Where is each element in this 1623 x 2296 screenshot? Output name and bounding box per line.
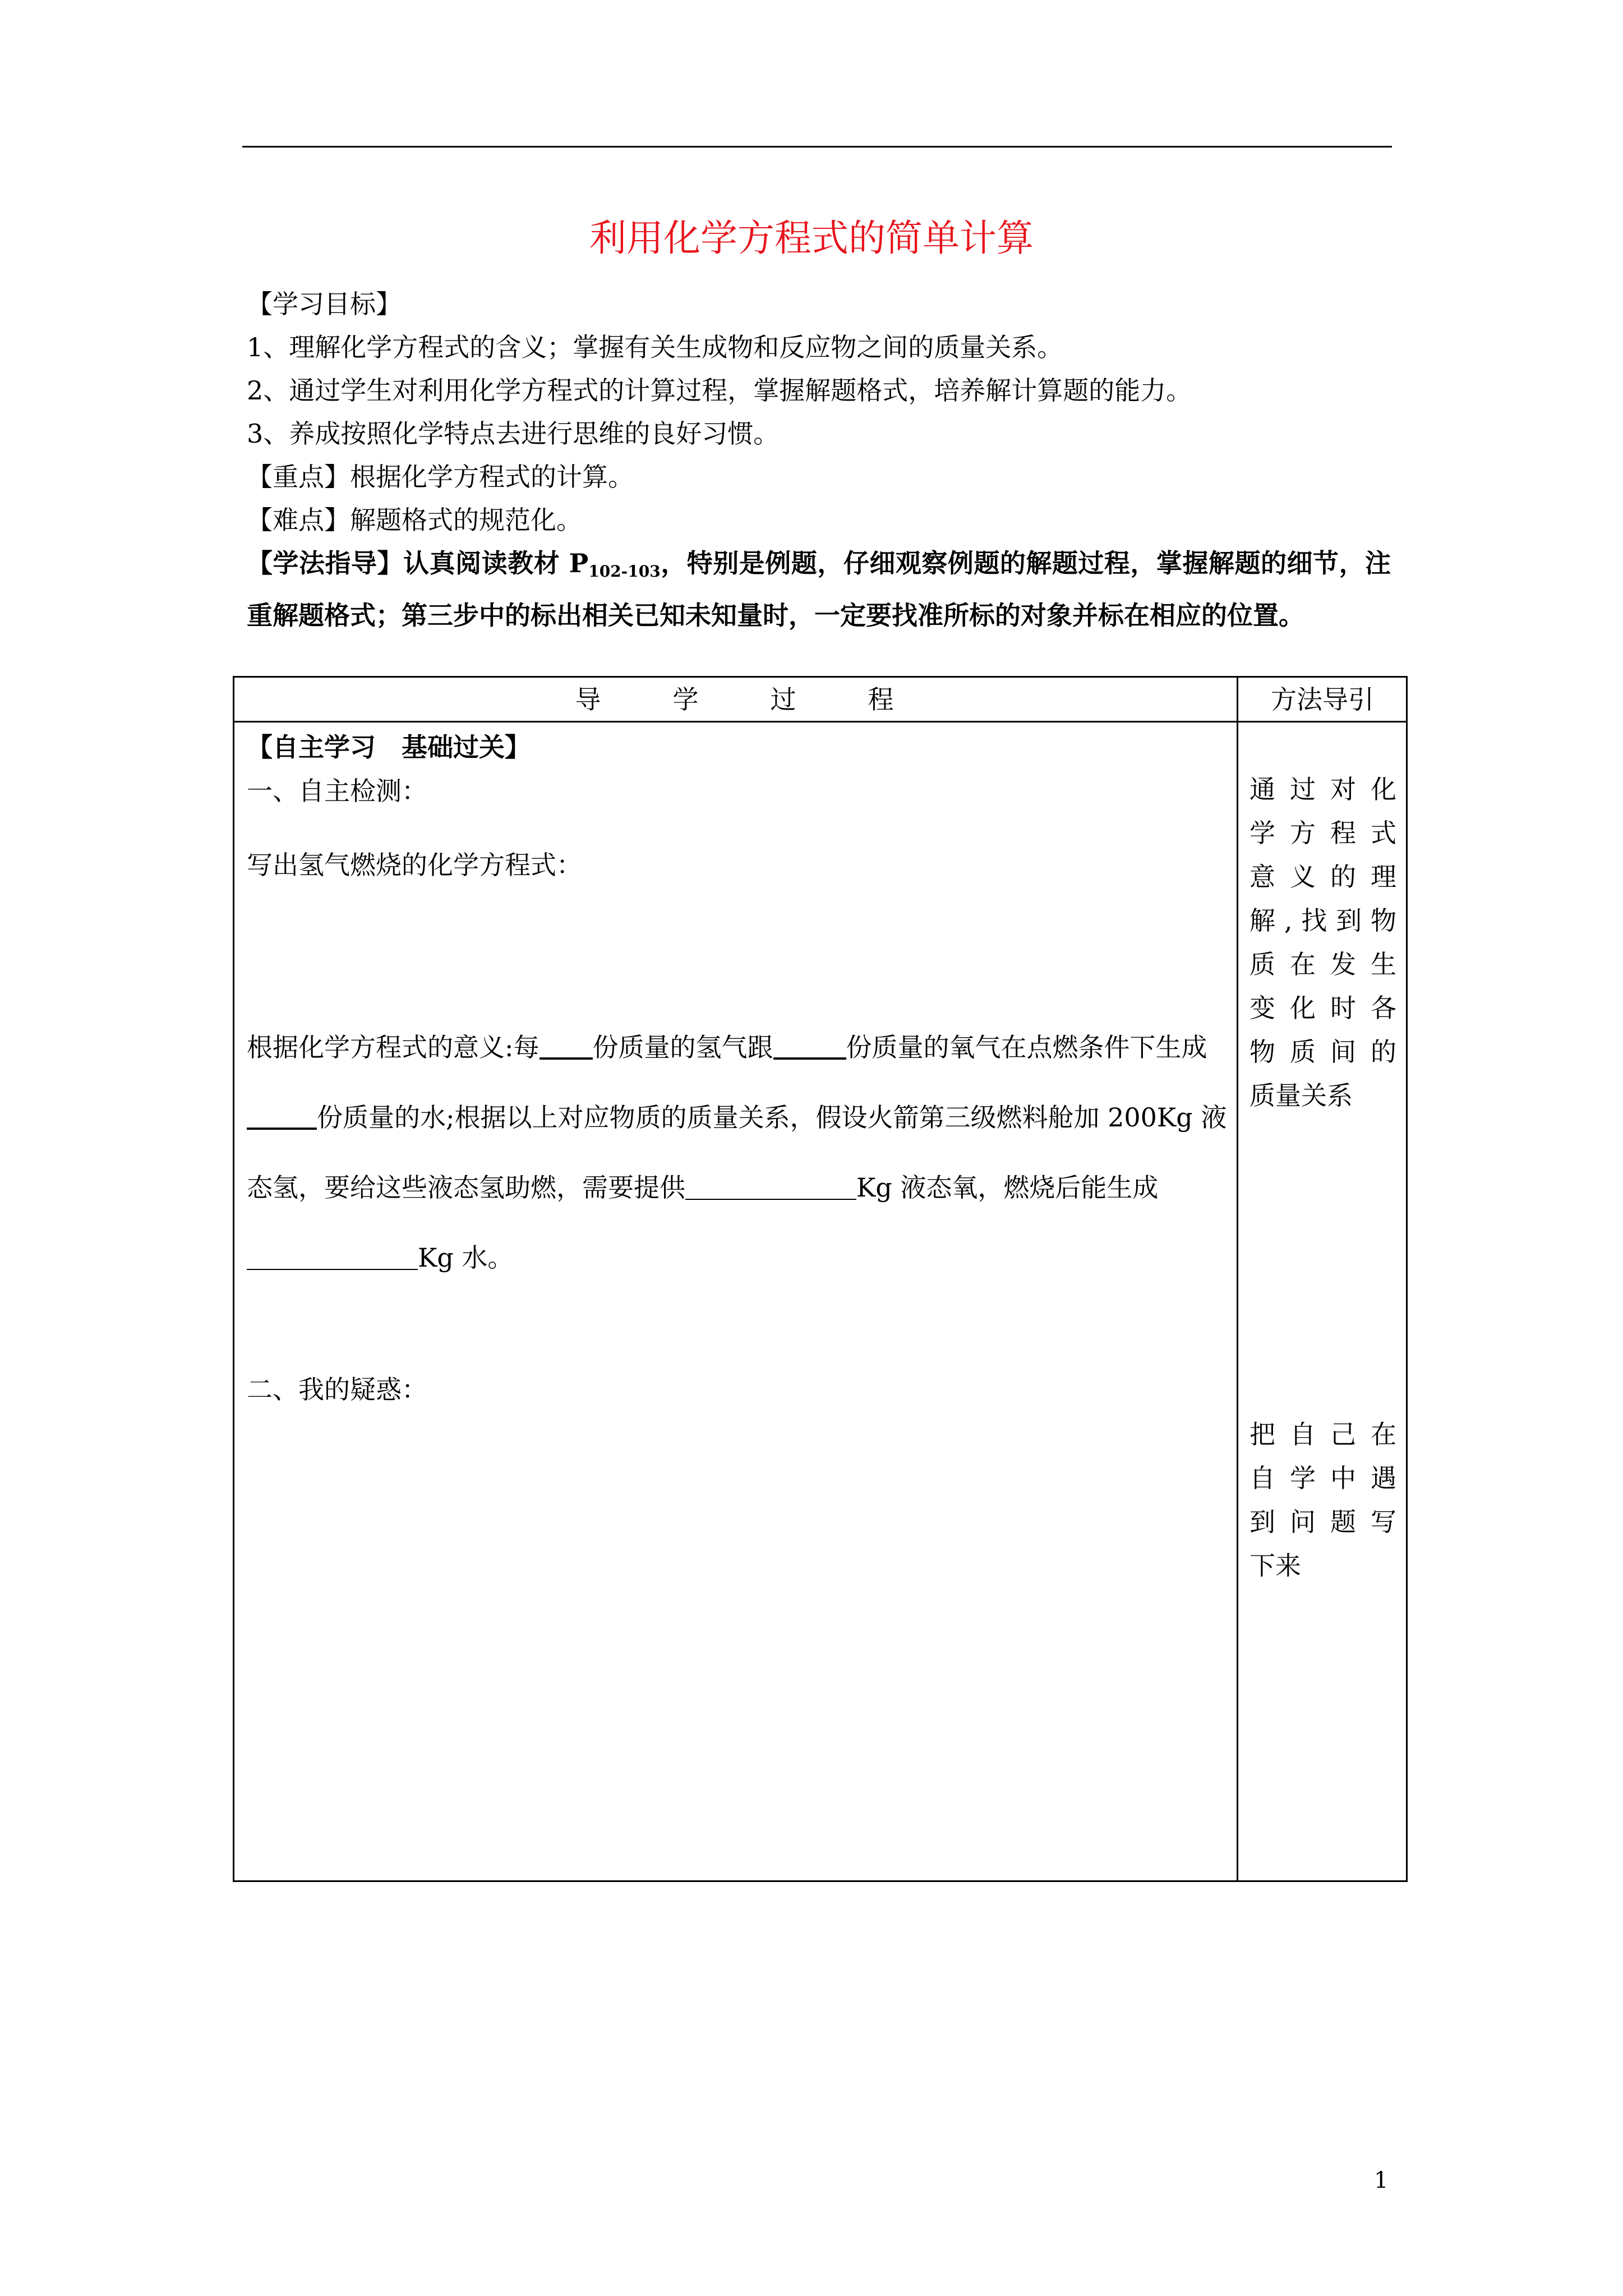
meaning-text: 份质量的氢气跟	[592, 1032, 773, 1062]
blank-water-mass[interactable]	[247, 1103, 317, 1130]
header-char: 程	[868, 684, 896, 715]
side-note-line: 到 问 题 写	[1249, 1507, 1396, 1537]
study-guide-label: 【学法指导】	[247, 548, 404, 578]
key-point: 【重点】根据化学方程式的计算。	[247, 462, 634, 492]
meaning-text: 份质量的水;根据以上对应物质的质量关系，假设火箭第三级燃料舱加 200Kg 液态氢，要给这些液态氢助燃，需要提供	[247, 1102, 1227, 1203]
section-title: 【自主学习 基础过关】	[247, 732, 531, 762]
meaning-text: 份质量的氧气在点燃条件下生成	[846, 1032, 1207, 1062]
study-guide-text-after: ，特别是例题，仔细观察例题的解题过程，掌握解题的细节，注重解题格式；第三步中的标出相关已知未知量时，一定要找准所标的对象并标在相应的位置。	[247, 548, 1391, 631]
page-number: 1	[1374, 2168, 1389, 2193]
doubts-label: 二、我的疑惑：	[247, 1374, 427, 1405]
objectives-header: 【学习目标】	[247, 289, 402, 319]
write-equation-prompt: 写出氢气燃烧的化学方程式：	[247, 850, 582, 880]
header-char: 过	[770, 684, 799, 715]
difficulty: 【难点】解题格式的规范化。	[247, 505, 582, 535]
page-title: 利用化学方程式的简单计算	[589, 217, 1034, 260]
meaning-text: Kg 水。	[418, 1243, 514, 1273]
objective-item-1: 1、理解化学方程式的含义；掌握有关生成物和反应物之间的质量关系。	[247, 332, 1063, 362]
table-header-divider	[233, 721, 1408, 723]
header-rule	[242, 146, 1392, 148]
self-check-label: 一、自主检测：	[247, 776, 427, 806]
table-header-process	[234, 679, 1237, 720]
side-note-line: 意 义 的 理	[1249, 862, 1396, 892]
side-note-line: 物 质 间 的	[1249, 1037, 1396, 1067]
table-header-method: 方法导引	[1271, 684, 1374, 715]
side-note-line: 学 方 程 式	[1249, 818, 1396, 848]
study-guide-text-before: 认真阅读教材 P	[403, 548, 589, 578]
header-char: 学	[672, 684, 701, 715]
equation-meaning-paragraph	[247, 1013, 1228, 1293]
side-note-line: 解,找到物	[1249, 905, 1396, 936]
objective-item-2: 2、通过学生对利用化学方程式的计算过程，掌握解题格式，培养解计算题的能力。	[247, 375, 1192, 406]
objective-item-3: 3、养成按照化学特点去进行思维的良好习惯。	[247, 418, 780, 449]
side-note-doubts	[1249, 1412, 1396, 1588]
study-guide	[247, 541, 1391, 637]
meaning-text: 根据化学方程式的意义:每	[247, 1032, 540, 1062]
side-note-line: 质量关系	[1249, 1080, 1353, 1111]
side-note-line: 通 过 对 化	[1249, 774, 1396, 804]
side-note-line: 把 自 己 在	[1249, 1419, 1396, 1450]
side-note-line: 变 化 时 各	[1249, 993, 1396, 1023]
side-note-line: 自 学 中 遇	[1249, 1463, 1396, 1493]
blank-oxygen-kg[interactable]	[685, 1174, 856, 1200]
side-note-line: 质 在 发 生	[1249, 949, 1396, 979]
study-guide-subscript: 102-103	[588, 562, 661, 581]
side-note-line: 下来	[1249, 1550, 1301, 1581]
blank-water-kg[interactable]	[247, 1244, 418, 1270]
side-note-equation-meaning	[1249, 767, 1396, 1117]
header-char: 导	[575, 684, 603, 715]
meaning-text: Kg 液态氧，燃烧后能生成	[856, 1172, 1159, 1203]
table-column-divider	[1237, 676, 1238, 1882]
blank-oxygen-mass[interactable]	[773, 1033, 846, 1060]
blank-hydrogen-mass[interactable]	[540, 1033, 593, 1060]
